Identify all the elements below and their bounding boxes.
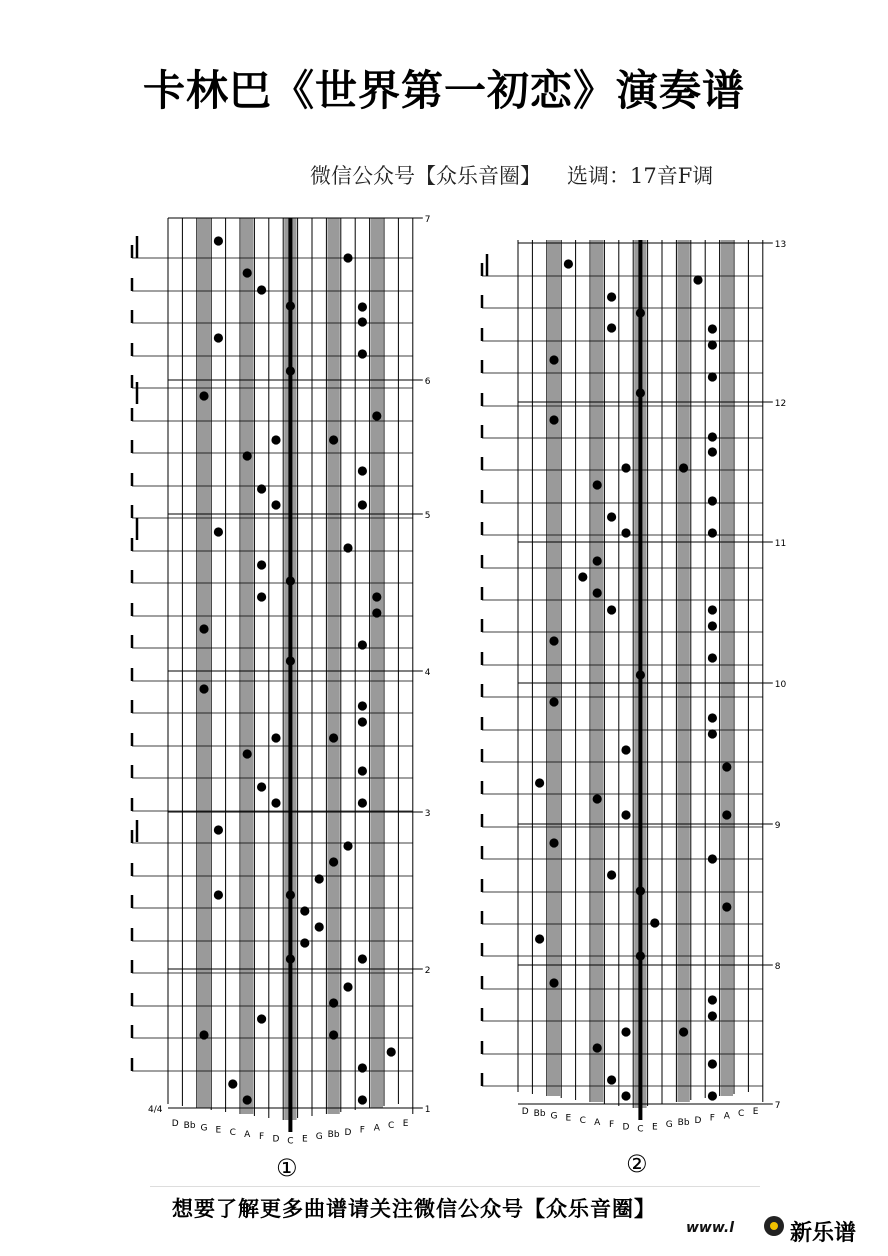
- note-dot: [708, 432, 717, 441]
- key-label: 选调：17音F调: [567, 164, 714, 188]
- note-dot: [708, 854, 717, 863]
- note-dot: [708, 447, 717, 456]
- key-label: G: [550, 1111, 558, 1122]
- key-label: C: [637, 1124, 644, 1135]
- note-dot: [708, 340, 717, 349]
- key-label: A: [594, 1118, 601, 1128]
- key-label: C: [229, 1127, 236, 1138]
- note-dot: [549, 978, 558, 987]
- key-label: A: [723, 1111, 730, 1122]
- note-dot: [708, 605, 717, 614]
- note-dot: [636, 886, 645, 895]
- note-dot: [621, 463, 630, 472]
- note-dot: [679, 463, 688, 472]
- brand-logo-icon: [764, 1216, 784, 1236]
- note-dot: [722, 810, 731, 819]
- source-label: 微信公众号【众乐音圈】: [310, 164, 541, 188]
- note-dot: [549, 355, 558, 364]
- measure-number: 7: [424, 215, 431, 225]
- key-label: D: [521, 1107, 529, 1117]
- measure-number: 8: [774, 962, 781, 972]
- note-dot: [593, 794, 602, 803]
- note-dot: [708, 621, 717, 630]
- dark-key-column: [591, 240, 603, 1102]
- key-label: E: [651, 1122, 658, 1133]
- note-dot: [621, 1027, 630, 1036]
- note-dot: [621, 810, 630, 819]
- note-dot: [549, 697, 558, 706]
- note-dot: [636, 670, 645, 679]
- key-label: Bb: [183, 1121, 196, 1132]
- note-dot: [708, 372, 717, 381]
- note-dot: [708, 729, 717, 738]
- dark-key-column: [721, 240, 733, 1096]
- key-label: Bb: [677, 1118, 690, 1128]
- measure-number: 4: [424, 668, 431, 678]
- dark-key-column: [677, 240, 689, 1102]
- note-dot: [636, 951, 645, 960]
- note-dot: [621, 1091, 630, 1100]
- brand-name: 新乐谱: [790, 1221, 857, 1246]
- key-label: G: [665, 1120, 673, 1131]
- key-label: F: [359, 1125, 365, 1136]
- page-title: 卡林巴《世界第一初恋》演奏谱: [142, 66, 745, 115]
- note-dot: [607, 870, 616, 879]
- note-dot: [621, 745, 630, 754]
- key-label: E: [752, 1107, 759, 1117]
- measure-number: 10: [774, 680, 787, 690]
- measure-number: 13: [774, 240, 787, 250]
- measure-number: 11: [774, 539, 787, 549]
- note-dot: [578, 572, 587, 581]
- key-label: Bb: [533, 1109, 546, 1120]
- note-dot: [708, 995, 717, 1004]
- key-label: C: [579, 1115, 586, 1126]
- key-label: C: [738, 1109, 745, 1120]
- note-dot: [607, 292, 616, 301]
- key-label: D: [694, 1115, 702, 1126]
- note-dot: [621, 528, 630, 537]
- measure-number: 12: [774, 399, 787, 409]
- note-dot: [549, 415, 558, 424]
- note-dot: [593, 588, 602, 597]
- measure-number: 3: [424, 809, 431, 819]
- note-dot: [636, 388, 645, 397]
- key-label: D: [344, 1127, 352, 1138]
- key-label: D: [622, 1122, 630, 1133]
- note-dot: [607, 323, 616, 332]
- measure-number: 2: [424, 966, 431, 976]
- measure-number: 1: [424, 1105, 431, 1115]
- note-dot: [593, 1043, 602, 1052]
- note-dot: [722, 902, 731, 911]
- note-dot: [708, 528, 717, 537]
- note-dot: [607, 1075, 616, 1084]
- key-label: D: [171, 1119, 179, 1129]
- key-label: F: [609, 1120, 615, 1131]
- note-dot: [564, 259, 573, 268]
- key-label: E: [301, 1134, 308, 1145]
- note-dot: [607, 605, 616, 614]
- note-dot: [535, 934, 544, 943]
- staff-1-number: ①: [276, 1154, 298, 1182]
- key-label: A: [373, 1123, 380, 1134]
- key-label: G: [315, 1132, 323, 1143]
- key-label: C: [388, 1121, 395, 1132]
- note-dot: [636, 308, 645, 317]
- note-dot: [650, 918, 659, 927]
- note-dot: [708, 324, 717, 333]
- key-label: E: [565, 1113, 572, 1124]
- note-dot: [708, 1059, 717, 1068]
- watermark-url: www.l: [686, 1220, 735, 1236]
- staff-2-number: ②: [626, 1150, 648, 1178]
- key-label: G: [200, 1123, 208, 1134]
- note-dot: [535, 778, 544, 787]
- measure-number: 7: [774, 1101, 781, 1111]
- key-label: C: [287, 1136, 294, 1147]
- note-dot: [708, 653, 717, 662]
- key-label: D: [272, 1134, 280, 1145]
- note-dot: [708, 713, 717, 722]
- note-dot: [693, 275, 702, 284]
- note-dot: [679, 1027, 688, 1036]
- key-label: Bb: [327, 1130, 340, 1140]
- note-dot: [549, 838, 558, 847]
- key-label: F: [259, 1132, 265, 1143]
- footer-text: 想要了解更多曲谱请关注微信公众号【众乐音圈】: [172, 1197, 656, 1221]
- dark-key-column: [548, 240, 560, 1096]
- note-dot: [607, 512, 616, 521]
- note-dot: [593, 480, 602, 489]
- note-dot: [708, 496, 717, 505]
- measure-number: 6: [424, 377, 431, 387]
- note-dot: [708, 1091, 717, 1100]
- note-dot: [549, 636, 558, 645]
- key-label: F: [709, 1113, 715, 1124]
- measure-number: 5: [424, 511, 431, 521]
- time-signature: 4/4: [148, 1105, 163, 1115]
- note-dot: [722, 762, 731, 771]
- note-dot: [593, 556, 602, 565]
- measure-number: 9: [774, 821, 781, 831]
- key-label: E: [215, 1125, 222, 1136]
- key-label: E: [402, 1119, 409, 1129]
- note-dot: [708, 1011, 717, 1020]
- key-label: A: [244, 1130, 251, 1140]
